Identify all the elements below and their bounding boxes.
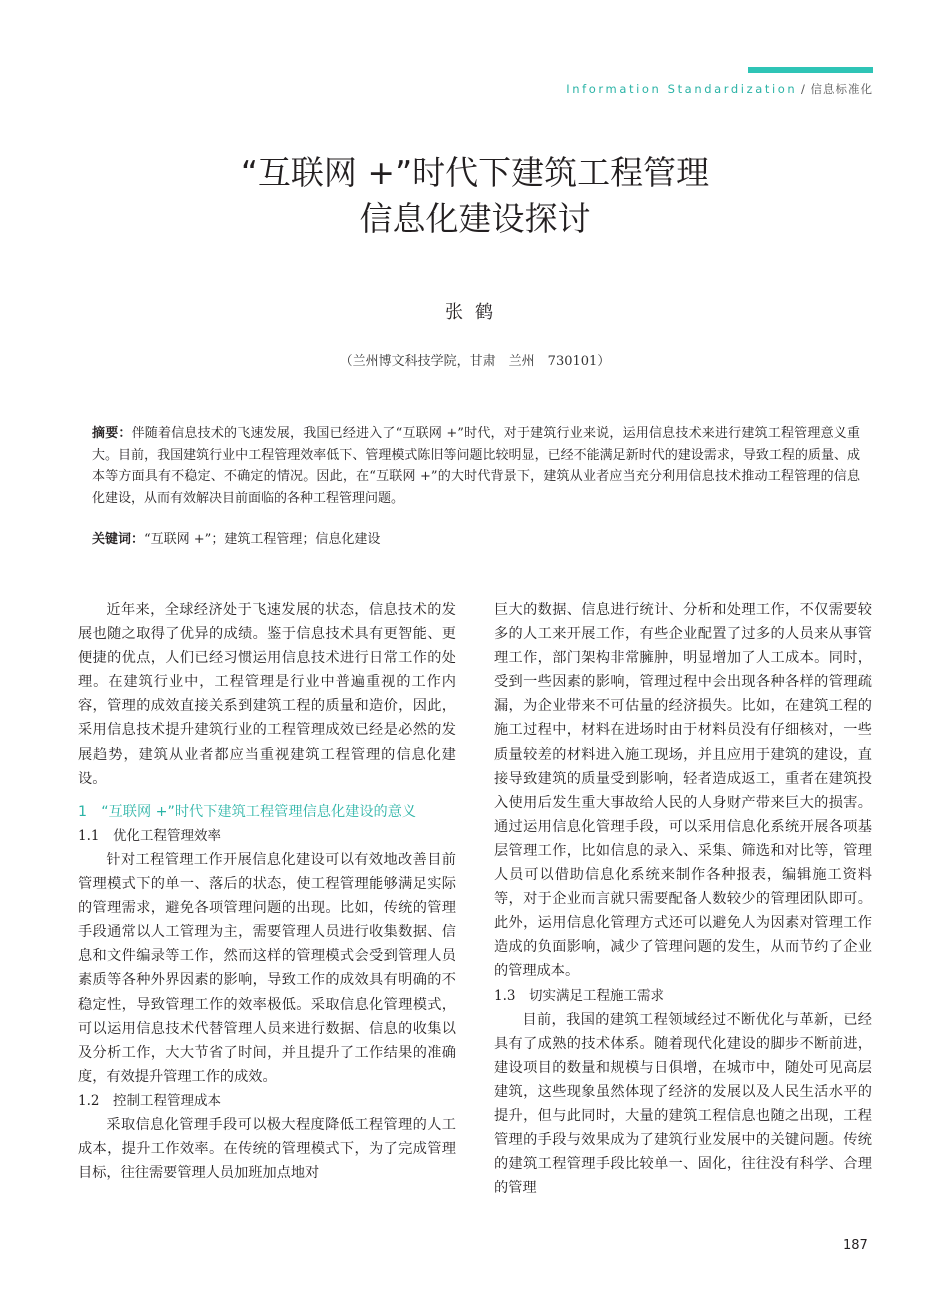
section-1-2-heading: 1.2 控制工程管理成本 — [78, 1092, 221, 1109]
abstract — [92, 423, 860, 509]
title-line-2: 信息化建设探讨 — [359, 199, 591, 238]
title-line-1: “互联网 +”时代下建筑工程管理 — [240, 153, 710, 192]
section-1-3-heading: 1.3 切实满足工程施工需求 — [494, 987, 664, 1004]
left-column — [78, 598, 456, 1185]
section-1-heading: 1 “互联网 +”时代下建筑工程管理信息化建设的意义 — [78, 803, 417, 820]
keywords-text: “互联网 +”；建筑工程管理；信息化建设 — [144, 532, 381, 547]
abstract-label: 摘要： — [92, 426, 132, 441]
section-1-2-paragraph-cont: 巨大的数据、信息进行统计、分析和处理工作，不仅需要较多的人工来开展工作，有些企业配置了过多的人员来从事管理工作，部门架构非常臃肿，明显增加了人工成本。同时，受到一些因素的影响，管理过程中会出现各种各样的管理疏漏，为企业带来不可估量的经济损失。比如，在建筑工程的施工过程中，材料在进场时由于材料员没有仔细核对，一些质量较差的材料进入施工现场，并且应用于建筑的建设，直接导致建筑的质量受到影响，轻者造成返工，重者在建筑投入使用后发生重大事故给人民的人身财产带来巨大的损害。通过运用信息化管理手段，可以采用信息化系统开展各项基层管理工作，比如信息的录入、采集、筛选和对比等，管理人员可以借助信息化系统来制作各种报表，编辑施工资料等，对于企业而言就只需要配备人数较少的管理团队即可。此外，运用信息化管理方式还可以避免人为因素对管理工作造成的负面影响，减少了管理问题的发生，从而节约了企业的管理成本。 — [494, 602, 872, 980]
section-1-1-heading: 1.1 优化工程管理效率 — [78, 827, 221, 844]
abstract-text: 伴随着信息技术的飞速发展，我国已经进入了“互联网 +”时代，对于建筑行业来说，运用信息技术来进行建筑工程管理意义重大。目前，我国建筑行业中工程管理效率低下、管理模式陈旧等问题比较明显，已经不能满足新时代的建设需求，导致工程的质量、成本等方面具有不稳定、不确定的情况。因此，在“互联网 +”的大时代背景下，建筑从业者应当充分利用信息技术推动工程管理的信息化建设，从而有效解决目前面临的各种工程管理问题。 — [92, 426, 860, 506]
header-chinese: / 信息标准化 — [800, 82, 873, 96]
running-header — [566, 81, 873, 97]
header-accent-bar — [748, 67, 873, 73]
header-english: Information Standardization — [566, 82, 798, 96]
section-1-2-paragraph-start: 采取信息化管理手段可以极大程度降低工程管理的人工成本，提升工作效率。在传统的管理模式下，为了完成管理目标，往往需要管理人员加班加点地对 — [78, 1116, 456, 1182]
intro-paragraph: 近年来，全球经济处于飞速发展的状态，信息技术的发展也随之取得了优异的成绩。鉴于信息技术具有更智能、更便捷的优点，人们已经习惯运用信息技术进行日常工作的处理。在建筑行业中，工程管理是行业中普遍重视的工作内容，管理的成效直接关系到建筑工程的质量和造价，因此，采用信息技术提升建筑行业的工程管理成效已经是必然的发展趋势，建筑从业者都应当重视建筑工程管理的信息化建设。 — [78, 602, 456, 787]
keywords-label: 关键词： — [92, 532, 145, 547]
right-column — [494, 598, 872, 1200]
section-1-1-paragraph: 针对工程管理工作开展信息化建设可以有效地改善目前管理模式下的单一、落后的状态，使工程管理能够满足实际的管理需求，避免各项管理问题的出现。比如，传统的管理手段通常以人工管理为主，需要管理人员进行收集数据、信息和文件编录等工作，然而这样的管理模式会受到管理人员素质等各种外界因素的影响，导致工作的成效具有明确的不稳定性，导致管理工作的效率极低。采取信息化管理模式，可以运用信息技术代替管理人员来进行数据、信息的收集以及分析工作，大大节省了时间，并且提升了工作结果的准确度，有效提升管理工作的成效。 — [78, 851, 456, 1085]
keywords — [92, 529, 860, 551]
author-name: 张鹤 — [445, 302, 505, 323]
page-number: 187 — [843, 1238, 868, 1253]
section-1-3-paragraph: 目前，我国的建筑工程领域经过不断优化与革新，已经具有了成熟的技术体系。随着现代化建设的脚步不断前进，建设项目的数量和规模与日俱增，在城市中，随处可见高层建筑，这些现象虽然体现了经济的发展以及人民生活水平的提升，但与此同时，大量的建筑工程信息也随之出现，工程管理的手段与效果成为了建筑行业发展中的关键问题。传统的建筑工程管理手段比较单一、固化，往往没有科学、合理的管理 — [494, 1011, 872, 1197]
author-affiliation: （兰州博文科技学院，甘肃 兰州 730101） — [339, 354, 611, 369]
article-title — [0, 150, 950, 242]
